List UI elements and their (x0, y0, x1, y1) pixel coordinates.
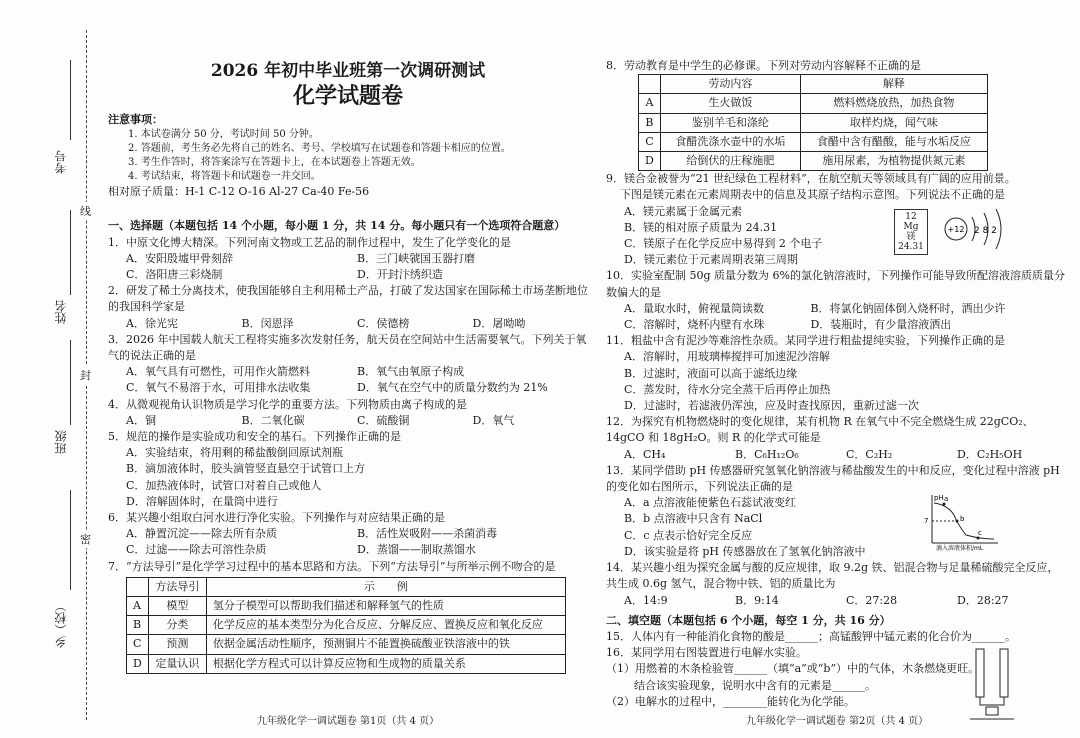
question-stem: 8．劳动教育是中学生的必修课。下列对劳动内容解释不正确的是 (606, 59, 921, 72)
table-cell (127, 577, 149, 596)
question-10 (606, 268, 1068, 333)
option-b: B．过滤时，液面可以高于滤纸边缘 (624, 366, 798, 380)
table-row (639, 152, 988, 171)
option-d: D．氧气在空气中的质量分数约为 21% (357, 381, 548, 395)
option-c: C．过滤——除去可溶性杂质 (126, 543, 267, 557)
section2-heading: 二、填空题（本题包括 6 个小题，每空 1 分，共 16 分） (606, 613, 891, 627)
option-d: D．开封汴绣织造 (357, 268, 443, 282)
table-cell: 方法导引 (148, 577, 206, 596)
table-row (127, 597, 566, 616)
cut-mark-xian: 线 (80, 202, 91, 220)
question-7 (108, 559, 588, 674)
table-cell: 解释 (800, 75, 987, 94)
options (606, 398, 1068, 414)
tube-b (1000, 649, 1008, 697)
option-c: C．硫酸铜 (357, 413, 410, 427)
question-14 (606, 560, 1068, 609)
table-cell: 食醋洗涤水壶中的水垢 (660, 132, 800, 151)
xingming-label: 姓名 (54, 300, 68, 324)
option-a: A．实验结束，将用剩的稀盐酸倒回原试剂瓶 (126, 446, 343, 460)
option-d: D．该实验是将 pH 传感器放在了氢氧化钠溶液中 (624, 544, 866, 558)
table-row (127, 635, 566, 654)
option-b: B．闵恩泽 (241, 316, 294, 330)
connector (980, 697, 1004, 705)
point-b-label: b (960, 514, 965, 523)
table-cell: 生火做饭 (660, 94, 800, 113)
right-column (606, 0, 1068, 738)
option-d: D．C₂H₅OH (957, 447, 1023, 461)
option-d: D．过滤时，若滤液仍浑浊，应及时查找原因，重新过滤一次 (624, 399, 919, 413)
question-stem: 14．某兴趣小组为探究金属与酸的反应规律，取 9.2g 铁、铝混合物与足量稀硫酸完全反应，共生成 0.6g 氢气，混合物中铁、铝的质量比为 (606, 561, 1059, 591)
question-16-part2: （2）电解水的过程中，________能转化为化学能。 (606, 694, 855, 708)
options (606, 382, 1068, 398)
question-stem: 9．镁合金被誉为“21 世纪绿色工程材料”，在航空航天等领域具有广阔的应用前景。 (606, 172, 1016, 186)
table-cell: 依据金属活动性顺序，预测铜片不能置换硫酸亚铁溶液中的铁 (206, 635, 565, 654)
question-stem: 1．中原文化博大精深。下列河南文物或工艺品的制作过程中，发生了化学变化的是 (108, 235, 511, 249)
question-4 (108, 397, 588, 429)
question-stem: 5．规范的操作是实验成功和安全的基石。下列操作正确的是 (108, 430, 401, 444)
option-c: C．氧气不易溶于水，可用排水法收集 (126, 381, 311, 395)
y-axis-label: pH (934, 493, 944, 502)
question-3 (108, 332, 588, 397)
kaohao-line (70, 60, 71, 140)
method-table (126, 577, 566, 674)
cut-mark-feng: 封 (80, 366, 91, 384)
table-row (639, 113, 988, 132)
option-b: B．b 点溶液中只含有 NaCl (624, 512, 763, 526)
notice-item: 4. 考试结束，将答题卡和试题卷一并交回。 (128, 171, 321, 183)
table-cell: B (127, 616, 149, 635)
table-cell: C (127, 635, 149, 654)
footer-right: 九年级化学一调试题卷 第2页（共 4 页） (745, 715, 929, 727)
x-axis-label: 滴入溶液体积/mL (936, 544, 984, 551)
option-b: B．活性炭吸附——杀菌消毒 (357, 527, 498, 541)
table-cell (639, 75, 661, 94)
point-c-label: c (978, 528, 982, 537)
option-b: B．三门峡虢国玉器打磨 (357, 251, 476, 265)
table-row (639, 132, 988, 151)
atom-structure-diagram (940, 207, 1020, 251)
ph-curve-figure (922, 491, 1002, 551)
notice-list (108, 128, 588, 184)
question-stem: 4．从微观视角认识物质是学习化学的重要方法。下列物质由离子构成的是 (108, 397, 467, 411)
table-cell: 食醋中含有醋酸，能与水垢反应 (800, 132, 987, 151)
table-row (127, 654, 566, 673)
question-5 (108, 429, 588, 510)
question-16-part1b: 结合该实验现象，说明水中含有的元素是______。 (634, 678, 876, 692)
options (108, 542, 588, 558)
section1-heading: 一、选择题（本题包括 14 个小题，每小题 1 分，共 14 分。每小题只有一个选项符合题意） (108, 219, 566, 233)
nucleus-charge: +12 (947, 225, 965, 235)
options (108, 413, 588, 429)
options (108, 445, 588, 461)
option-d: D．屠呦呦 (472, 316, 526, 330)
table-cell: 化学反应的基本类型分为化合反应、分解反应、置换反应和氧化反应 (206, 616, 565, 635)
fill-questions (606, 629, 1068, 710)
table-cell: 劳动内容 (660, 75, 800, 94)
question-6 (108, 510, 588, 559)
options (606, 593, 1068, 609)
option-c: C．镁原子在化学反应中易得到 2 个电子 (624, 237, 823, 251)
option-c: C．c 点表示恰好完全反应 (624, 528, 753, 542)
question-stem: 6．某兴趣小组取白河水进行净化实验。下列操作与对应结果正确的是 (108, 511, 445, 525)
cut-mark-mi: 密 (80, 530, 91, 548)
option-c: C．蒸发时，待水分完全蒸干后再停止加热 (624, 382, 831, 396)
question-16-part1: （1）用燃着的木条检验管______（填“a”或“b”）中的气体，木条燃烧更旺。 (606, 662, 980, 676)
option-b: B．将氯化钠固体倒入烧杯时，洒出少许 (810, 301, 1006, 315)
notice-item: 2. 答题前，考生务必先将自己的姓名、考号、学校填写在试题卷和答题卡相应的位置。 (128, 143, 511, 155)
options (108, 251, 588, 267)
option-d: D．溶解固体时，在量筒中进行 (126, 494, 278, 508)
exam-title: 2026 年初中毕业班第一次调研测试 (210, 61, 486, 81)
point-a-label: a (944, 494, 949, 503)
table-cell: 氢分子模型可以帮助我们描述和解释氢气的性质 (206, 597, 565, 616)
options (606, 317, 1068, 333)
options (108, 267, 588, 283)
element-symbol: Mg (903, 222, 919, 233)
option-a: A．14:9 (624, 593, 668, 607)
option-c: C．加热液体时，试管口对着自己或他人 (126, 478, 322, 492)
options (108, 494, 588, 510)
option-d: D．氧气 (472, 413, 515, 427)
table-cell: 根据化学方程式可以计算反应物和生成物的质量关系 (206, 654, 565, 673)
notice-item: 1. 本试卷满分 50 分，考试时间 50 分钟。 (128, 129, 319, 141)
question-1 (108, 235, 588, 284)
option-a: A．量取水时，俯视量筒读数 (624, 301, 764, 315)
question-12 (606, 414, 1068, 463)
banji-label: 班级 (54, 430, 68, 454)
atomic-mass: 相对原子质量：H-1 C-12 O-16 Al-27 Ca-40 Fe-56 (108, 185, 370, 199)
xiangxiao-line (70, 490, 71, 590)
options (108, 380, 588, 396)
option-c: C．27:28 (846, 593, 898, 607)
question-9 (606, 171, 1068, 268)
table-cell: 取样灼烧，闻气味 (800, 113, 987, 132)
banji-line (70, 340, 71, 425)
labor-table (638, 74, 988, 171)
option-c: C．洛阳唐三彩烧制 (126, 268, 223, 282)
options (108, 364, 588, 380)
xiangxiao-label: 乡（校） (54, 600, 68, 648)
question-13 (606, 463, 1068, 560)
option-b: B．氧气由氧原子构成 (357, 365, 465, 379)
table-cell: 定量认识 (148, 654, 206, 673)
options (108, 478, 588, 494)
option-a: A．安阳殷墟甲骨刻辞 (126, 251, 233, 265)
table-cell: B (639, 113, 661, 132)
element-name: 镁 (906, 232, 916, 243)
question-stem: 10．实验室配制 50g 质量分数为 6%的氯化钠溶液时，下列操作可能导致所配溶液溶质质量分数偏大的是 (606, 269, 1065, 299)
table-cell: A (127, 597, 149, 616)
tube-a (976, 649, 984, 697)
question-stem: 7．“方法导引”是化学学习过程中的基本思路和方法。下列“方法导引”与所举示例不吻合的是 (108, 559, 556, 573)
left-column (108, 0, 588, 738)
xingming-line (70, 210, 71, 295)
option-a: A．氧气具有可燃性，可用作火箭燃料 (126, 365, 310, 379)
question-stem: 12．为探究有机物燃烧时的变化规律，某有机物 R 在氧气中不完全燃烧生成 22gCO₂、14gCO 和 18gH₂O。则 R 的化学式可能是 (606, 415, 1034, 445)
notice-item: 3. 考生作答时，将答案涂写在答题卡上，在本试题卷上答题无效。 (128, 157, 421, 169)
option-b: B．二氧化碳 (241, 413, 305, 427)
question-stem-2: 下图是镁元素在元素周期表中的信息及其原子结构示意图。下列说法不正确的是 (620, 188, 1005, 202)
periodic-num-sym (897, 212, 925, 232)
option-b: B．C₆H₁₂O₆ (735, 447, 799, 461)
table-row (639, 94, 988, 113)
option-a: A．徐光宪 (126, 316, 178, 330)
question-16: 16．某同学用右图装置进行电解水实验。 (606, 646, 807, 660)
table-row (127, 616, 566, 635)
option-a: A．溶解时，用玻璃棒搅拌可加速泥沙溶解 (624, 350, 830, 364)
option-b: B．9:14 (735, 593, 779, 607)
shell-electrons: 2 8 2 (974, 226, 997, 237)
binding-margin (0, 0, 100, 738)
kaohao-label: 考号 (54, 150, 68, 174)
option-a: A．铜 (126, 413, 156, 427)
question-stem: 3．2026 年中国载人航天工程将实施多次发射任务，航天员在空间站中生活需要氧气。下列关于氧气的说法正确的是 (108, 332, 587, 363)
options (606, 301, 1068, 317)
question-2 (108, 283, 588, 332)
question-stem: 11．粗盐中含有泥沙等难溶性杂质。某同学进行粗盐提纯实验，下列操作正确的是 (606, 334, 1005, 348)
options (108, 461, 588, 477)
table-cell: D (127, 654, 149, 673)
atomic-number: 12 (905, 212, 917, 223)
table-cell: D (639, 152, 661, 171)
option-d: D．镁元素位于元素周期表第三周期 (624, 253, 798, 267)
option-d: D．28:27 (957, 593, 1009, 607)
table-header (639, 75, 988, 94)
atomic-mass-value: 24.31 (898, 242, 924, 253)
option-c: C．溶解时，烧杯内壁有水珠 (624, 318, 765, 332)
point-b (956, 519, 959, 522)
option-b: B．镁的相对原子质量为 24.31 (624, 220, 778, 234)
options (108, 316, 588, 332)
table-cell: 预测 (148, 635, 206, 654)
options (606, 252, 1068, 268)
option-d: D．装瓶时，有少量溶液洒出 (810, 318, 952, 332)
options (108, 526, 588, 542)
table-cell: 鉴别羊毛和涤纶 (660, 113, 800, 132)
options (606, 447, 1068, 463)
notice-heading: 注意事项： (108, 113, 163, 126)
table-header (127, 577, 566, 596)
table-cell: 施用尿素，为植物提供氮元素 (800, 152, 987, 171)
option-a: A．CH₄ (624, 447, 666, 461)
options (606, 366, 1068, 382)
question-stem: 2．研发了稀土分离技术，使我国能够自主利用稀土产品，打破了发达国家在国际稀土市场垄断地位的我国科学家是 (108, 284, 588, 314)
table-cell: 示 例 (206, 577, 565, 596)
option-a: A．静置沉淀——除去所有杂质 (126, 527, 277, 541)
option-a: A．a 点溶液能使紫色石蕊试液变红 (624, 496, 796, 510)
footer-left: 九年级化学一调试题卷 第1页（共 4 页） (256, 715, 440, 727)
question-8 (606, 58, 1068, 171)
periodic-cell (894, 209, 928, 255)
tick-7: 7 (924, 516, 929, 525)
table-cell: 给倒伏的庄稼施肥 (660, 152, 800, 171)
table-cell: A (639, 94, 661, 113)
table-cell: 分类 (148, 616, 206, 635)
question-stem: 13．某同学借助 pH 传感器研究氢氧化钠溶液与稀盐酸发生的中和反应，变化过程中溶液 pH 的变化如右图所示，下列说法正确的是 (606, 463, 1060, 494)
question-15: 15．人体内有一种能消化食物的酸是______；高锰酸钾中锰元素的化合价为______。 (606, 629, 1016, 643)
table-cell: 燃料燃烧放热，加热食物 (800, 94, 987, 113)
option-d: D．蒸馏——制取蒸馏水 (357, 543, 476, 557)
option-c: C．侯德榜 (357, 316, 410, 330)
question-11 (606, 333, 1068, 414)
option-c: C．C₂H₂ (846, 447, 893, 461)
option-b: B．滴加液体时，胶头滴管竖直悬空于试管口上方 (126, 462, 366, 476)
exam-subtitle: 化学试题卷 (292, 83, 403, 109)
option-a: A．镁元素属于金属元素 (624, 204, 742, 218)
table-cell: C (639, 132, 661, 151)
options (606, 349, 1068, 365)
table-cell: 模型 (148, 597, 206, 616)
